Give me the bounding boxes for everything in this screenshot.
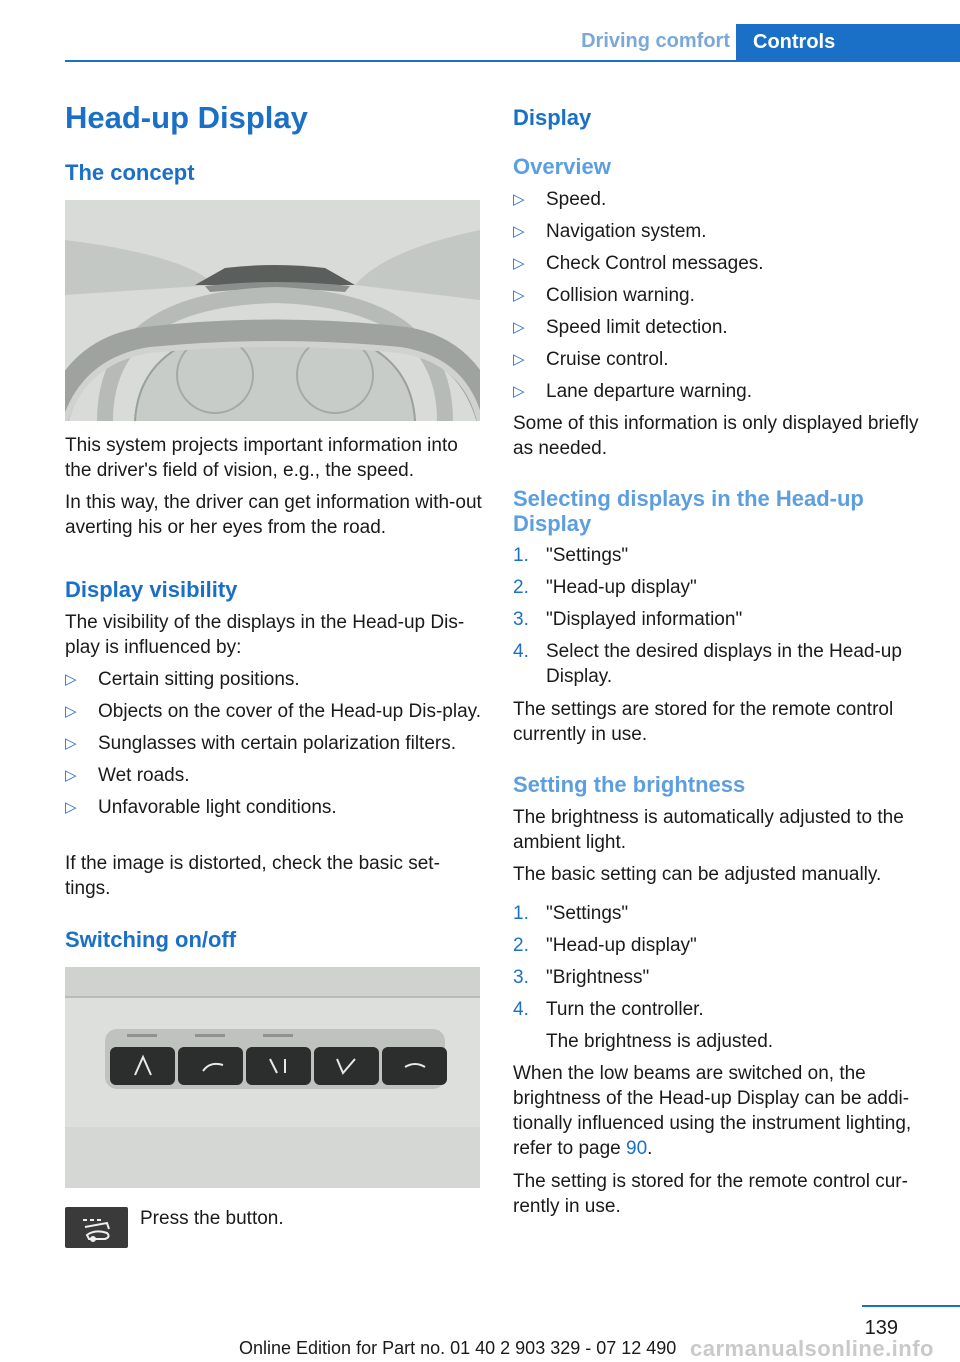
overview-heading: Overview: [513, 154, 611, 179]
triangle-marker-icon: ▷: [513, 255, 525, 272]
list-item: ▷ Navigation system.: [513, 221, 707, 242]
list-item: ▷ Speed limit detection.: [513, 317, 728, 338]
dashboard-illustration: [65, 200, 480, 421]
brightness-paragraph-2: The basic setting can be adjusted manually.: [513, 864, 882, 885]
button-panel-illustration: [65, 967, 480, 1188]
stored-paragraph: The setting is stored for the remote control cur‐rently in use.: [513, 1171, 908, 1217]
list-item: ▷ Lane departure warning.: [513, 381, 752, 402]
triangle-marker-icon: ▷: [65, 671, 77, 688]
list-item: ▷ Sunglasses with certain polarization filters.: [65, 733, 457, 754]
list-item: ▷ Collision warning.: [513, 285, 695, 306]
step-result: The brightness is adjusted.: [546, 1031, 774, 1052]
triangle-marker-icon: ▷: [65, 767, 77, 784]
step-number: 1.: [513, 903, 529, 924]
overview-paragraph: Some of this information is only displayed briefly as needed.: [513, 413, 919, 459]
brightness-paragraph-1: The brightness is automatically adjusted to the ambient light.: [513, 807, 904, 853]
step-number: 3.: [513, 609, 529, 630]
header-tab: [736, 24, 960, 62]
lowbeam-paragraph: When the low beams are switched on, the brightness of the Head-up Display can be addi‐tionally influenced using the instrument lighting, refer to page 90.: [513, 1063, 912, 1159]
list-item: ▷ Check Control messages.: [513, 253, 764, 274]
brightness-steps: [513, 901, 933, 1061]
list-item: 4. Select the desired displays in the Head-up Display.: [513, 641, 902, 687]
list-item: 2. "Head-up display": [513, 577, 697, 598]
step-number: 2.: [513, 577, 529, 598]
switch-heading: Switching on/off: [65, 927, 237, 952]
concept-paragraph-2: In this way, the driver can get information with‐out averting his or her eyes from the road.: [65, 492, 482, 538]
list-item: ▷ Cruise control.: [513, 349, 669, 370]
list-item: ▷ Speed.: [513, 189, 607, 210]
step-number: 2.: [513, 935, 529, 956]
selecting-steps: [513, 543, 933, 696]
header-rule: [65, 60, 960, 62]
visibility-list: [65, 667, 483, 827]
overview-list: [513, 187, 933, 411]
list-item: 4. Turn the controller. The brightness is adjusted.: [513, 997, 933, 1054]
triangle-marker-icon: ▷: [513, 351, 525, 368]
brightness-heading: Setting the brightness: [513, 772, 746, 797]
watermark: carmanualsonline.info: [690, 1336, 934, 1361]
selecting-heading: Selecting displays in the Head-up Display: [513, 486, 864, 536]
list-item: 3. "Brightness": [513, 967, 650, 988]
selecting-paragraph: The settings are stored for the remote control currently in use.: [513, 699, 894, 745]
triangle-marker-icon: ▷: [513, 287, 525, 304]
concept-heading: The concept: [65, 160, 195, 185]
page-reference-link[interactable]: 90: [626, 1138, 648, 1159]
list-item: ▷ Certain sitting positions.: [65, 669, 300, 690]
page-title: Head-up Display: [65, 100, 308, 135]
triangle-marker-icon: ▷: [513, 319, 525, 336]
step-number: 3.: [513, 967, 529, 988]
step-number: 4.: [513, 641, 529, 662]
list-item: 2. "Head-up display": [513, 935, 697, 956]
head-up-display-button-icon: [65, 1207, 128, 1248]
list-item: ▷ Objects on the cover of the Head-up Dis‐play.: [65, 701, 482, 722]
list-item: 1. "Settings": [513, 903, 629, 924]
step-number: 1.: [513, 545, 529, 566]
concept-paragraph-1: This system projects important information into the driver's field of vision, e.g., the speed.: [65, 435, 458, 481]
page-number: 139: [864, 1317, 898, 1339]
triangle-marker-icon: ▷: [65, 799, 77, 816]
triangle-marker-icon: ▷: [65, 703, 77, 720]
footer-rule: [862, 1305, 960, 1307]
triangle-marker-icon: ▷: [513, 223, 525, 240]
distorted-paragraph: If the image is distorted, check the basic set‐tings.: [65, 853, 440, 899]
triangle-marker-icon: ▷: [513, 191, 525, 208]
header-tab-label: Controls: [753, 31, 836, 53]
list-item: 1. "Settings": [513, 545, 629, 566]
step-number: 4.: [513, 999, 529, 1020]
press-button-text: Press the button.: [140, 1208, 284, 1229]
header-section-label: Driving comfort: [581, 30, 730, 52]
triangle-marker-icon: ▷: [513, 383, 525, 400]
edition-text: Online Edition for Part no. 01 40 2 903 329 - 07 12 490: [239, 1338, 677, 1358]
triangle-marker-icon: ▷: [65, 735, 77, 752]
display-heading: Display: [513, 105, 592, 130]
visibility-paragraph: The visibility of the displays in the Head-up Dis‐play is influenced by:: [65, 612, 465, 658]
list-item: 3. "Displayed information": [513, 609, 743, 630]
list-item: ▷ Unfavorable light conditions.: [65, 797, 337, 818]
list-item: ▷ Wet roads.: [65, 765, 190, 786]
visibility-heading: Display visibility: [65, 577, 238, 602]
